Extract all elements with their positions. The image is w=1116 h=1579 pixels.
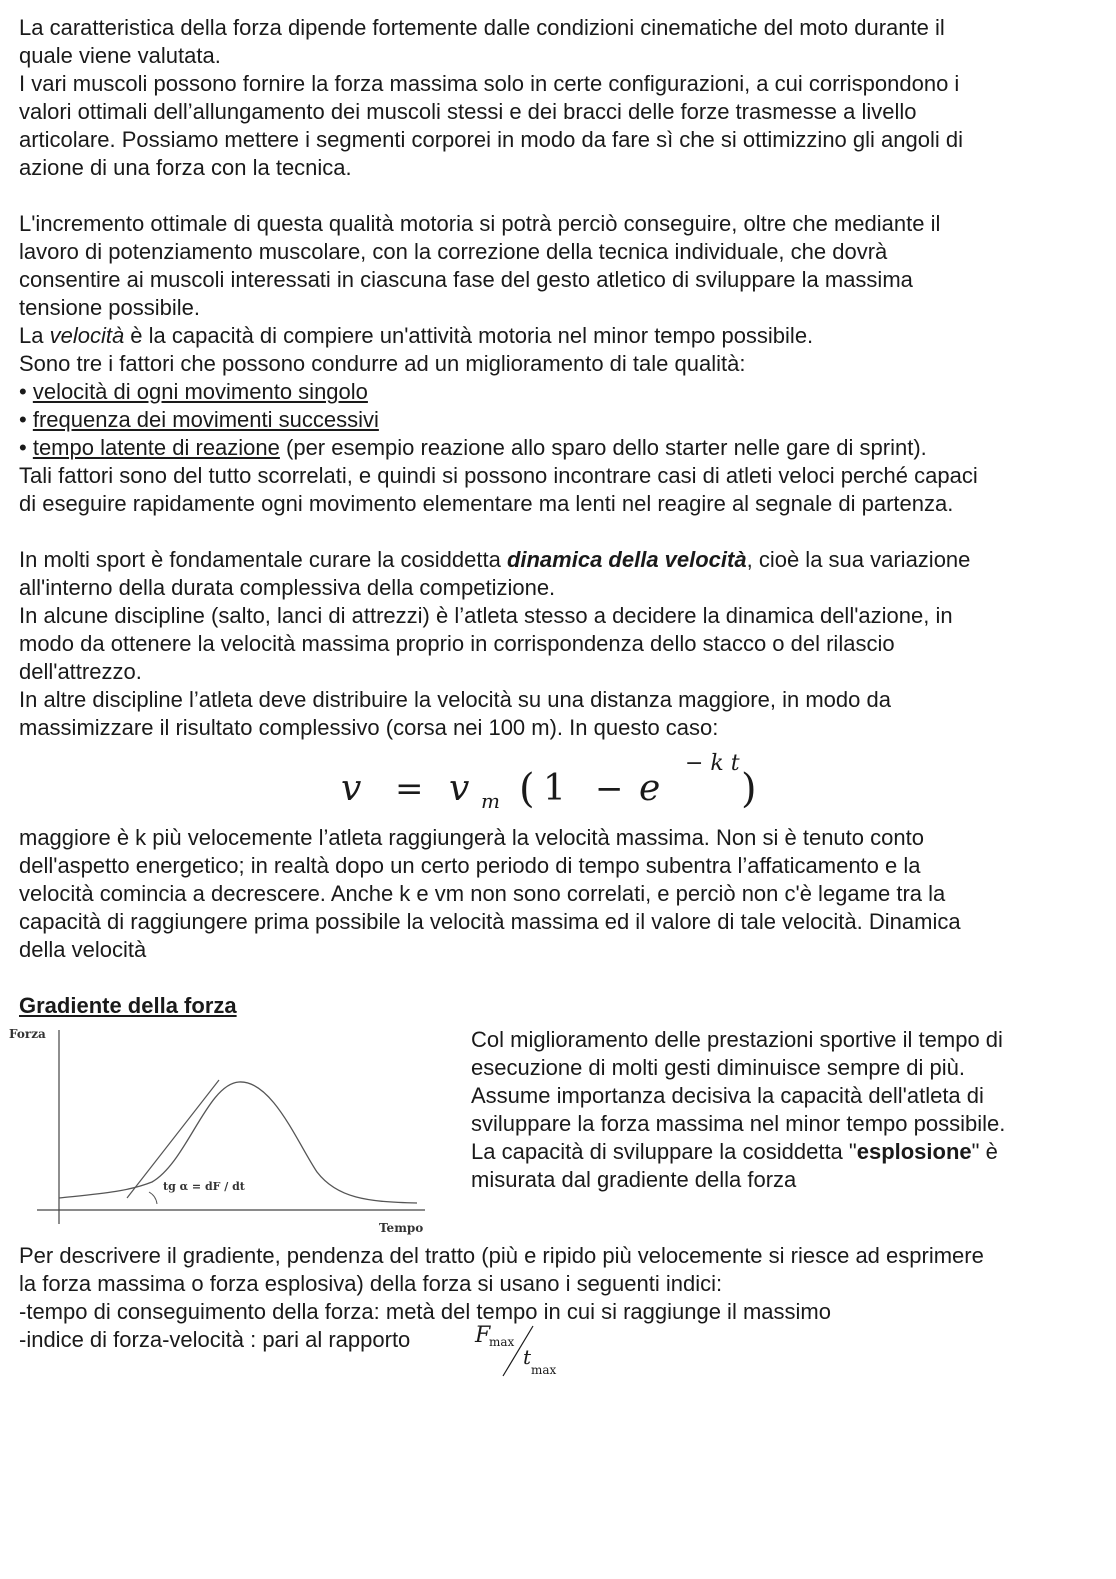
formula-subscript-m: m	[481, 789, 500, 813]
factor-item: tempo latente di reazione	[32, 435, 280, 460]
paragraph-increment	[19, 210, 1094, 322]
axis-label-tempo: Tempo	[379, 1221, 424, 1235]
paragraph-muscles	[19, 70, 1094, 182]
text-line: I vari muscoli possono fornire la forza massima solo in certe configurazioni, a cui corrispondono i	[19, 71, 960, 96]
ratio-t-sub: max	[531, 1363, 557, 1377]
factor-item: velocità di ogni movimento singolo	[32, 379, 368, 404]
text-line: articolare. Possiamo mettere i segmenti corporei in modo da fare sì che si ottimizzino gli angoli di	[19, 127, 963, 152]
text-line: valori ottimali dell’allungamento dei muscoli stessi e dei bracci delle forze trasmesse a livello	[19, 99, 917, 124]
axis-label-forza: Forza	[9, 1027, 46, 1041]
paragraph-gradient-indices	[19, 1242, 1094, 1326]
text-line: maggiore è k più velocemente l’atleta raggiungerà la velocità massima. Non si è tenuto conto	[19, 825, 924, 850]
force-time-figure	[7, 1022, 437, 1240]
paragraph-velocity-definition: La velocità è la capacità di compiere un'attività motoria nel minor tempo possibile.	[19, 323, 814, 348]
factor-list: • velocità di ogni movimento singolo • frequenza dei movimenti successivi • tempo latente di reazione (per esempio reazione allo sparo dello starter nelle gare di sprint).	[19, 379, 927, 460]
text-line: azione di una forza con la tecnica.	[19, 155, 352, 180]
formula-minus: −	[595, 769, 624, 809]
text-line: la forza massima o forza esplosiva) della forza si usano i seguenti indici:	[19, 1271, 723, 1296]
text-line: Tali fattori sono del tutto scorrelati, e quindi si possono incontrare casi di atleti veloci perché capaci	[19, 463, 978, 488]
text-line: Assume importanza decisiva la capacità dell'atleta di	[471, 1083, 984, 1108]
text-line: quale viene valutata.	[19, 43, 221, 68]
formula-one: 1	[543, 768, 566, 809]
text-line: L'incremento ottimale di questa qualità motoria si potrà perciò conseguire, oltre che mediante il	[19, 211, 941, 236]
tangent-annotation: tg α = dF / dt	[163, 1180, 245, 1193]
text-line: consentire ai muscoli interessati in ciascuna fase del gesto atletico di sviluppare la massima	[19, 267, 913, 292]
figure-caption-text: Col miglioramento delle prestazioni sportive il tempo di esecuzione di molti gesti diminuisce sempre di più. Assume importanza decisiva la capacità dell'atleta di sviluppare la forza massima nel minor tempo possibile. La capacità di sviluppare la cosiddetta "esplosione" è misurata dal gradiente della forza	[471, 1027, 1006, 1192]
text-line: dell'attrezzo.	[19, 659, 142, 684]
formula-e: e	[639, 768, 661, 809]
text-line: -tempo di conseguimento della forza: metà del tempo in cui si raggiunge il massimo	[19, 1299, 831, 1324]
text-line: capacità di raggiungere prima possibile la velocità massima ed il valore di tale velocità. Dinamica	[19, 909, 961, 934]
ratio-formula	[471, 1318, 581, 1384]
term-esplosione: esplosione	[856, 1139, 972, 1164]
formula-svg	[19, 742, 1094, 824]
factor-item: frequenza dei movimenti successivi	[32, 407, 379, 432]
text-line: misurata dal gradiente della forza	[471, 1167, 797, 1192]
text-line: In altre discipline l’atleta deve distribuire la velocità su una distanza maggiore, in modo da	[19, 687, 891, 712]
angle-arc	[149, 1192, 157, 1204]
formula-right-paren: )	[741, 766, 757, 812]
text-line: di eseguire rapidamente ogni movimento elementare ma lenti nel reagire al segnale di partenza.	[19, 491, 954, 516]
text-line: -indice di forza-velocità : pari al rapporto	[19, 1327, 411, 1352]
text-line: modo da ottenere la velocità massima proprio in corrispondenza dello stacco o del rilascio	[19, 631, 895, 656]
ratio-t: t	[523, 1345, 532, 1369]
term-dinamica: dinamica della velocità	[506, 547, 747, 572]
formula-left-paren: (	[519, 766, 535, 812]
text-line: sviluppare la forza massima nel minor tempo possibile.	[471, 1111, 1006, 1136]
ratio-F-sub: max	[489, 1335, 515, 1349]
formula-vm: v	[449, 768, 470, 809]
bullet: •	[19, 407, 27, 432]
text-line: massimizzare il risultato complessivo (corsa nei 100 m). In questo caso:	[19, 715, 719, 740]
text-line: La caratteristica della forza dipende fortemente dalle condizioni cinematiche del moto durante il	[19, 15, 945, 40]
text-line: tensione possibile.	[19, 295, 201, 320]
text-line: In alcune discipline (salto, lanci di attrezzi) è l’atleta stesso a decidere la dinamica dell'azione, in	[19, 603, 953, 628]
text-line: lavoro di potenziamento muscolare, con la correzione della tecnica individuale, che dovrà	[19, 239, 888, 264]
paragraph-disciplines	[19, 602, 1094, 686]
bullet: •	[19, 379, 27, 404]
text-line: dell'aspetto energetico; in realtà dopo un certo periodo di tempo subentra l’affaticamento e la	[19, 853, 921, 878]
text-line: velocità comincia a decrescere. Anche k e vm non sono correlati, e perciò non c'è legame tra la	[19, 881, 946, 906]
bullet: •	[19, 435, 27, 460]
ratio-F: F	[475, 1323, 491, 1348]
term-velocita: velocità	[49, 323, 125, 348]
text-line: esecuzione di molti gesti diminuisce sempre di più.	[471, 1055, 966, 1080]
text-line: Per descrivere il gradiente, pendenza del tratto (più e ripido più velocemente si riesce ad esprimere	[19, 1243, 984, 1268]
text-line: Col miglioramento delle prestazioni sportive il tempo di	[471, 1027, 1003, 1052]
formula-v: v	[341, 768, 362, 809]
paragraph-intro	[19, 14, 1094, 70]
text-line: della velocità	[19, 937, 147, 962]
figure-row	[9, 1020, 1094, 1242]
formula-exponent: − k t	[685, 751, 740, 776]
ratio-row	[19, 1323, 1094, 1386]
formula-equals: =	[395, 769, 424, 809]
paragraph-other-disciplines	[19, 686, 1094, 742]
velocity-formula	[19, 742, 1094, 824]
paragraph-uncorrelated	[19, 462, 1094, 518]
paragraph-factors-intro: Sono tre i fattori che possono condurre ad un miglioramento di tale qualità:	[19, 351, 746, 376]
text-line: all'interno della durata complessiva della competizione.	[19, 575, 556, 600]
paragraph-dynamics: In molti sport è fondamentale curare la cosiddetta dinamica della velocità, cioè la sua variazione all'interno della durata complessiva della competizione.	[19, 547, 971, 600]
document-page	[9, 14, 1094, 1386]
section-heading: Gradiente della forza	[19, 993, 237, 1018]
paragraph-constant-k	[19, 824, 1094, 964]
